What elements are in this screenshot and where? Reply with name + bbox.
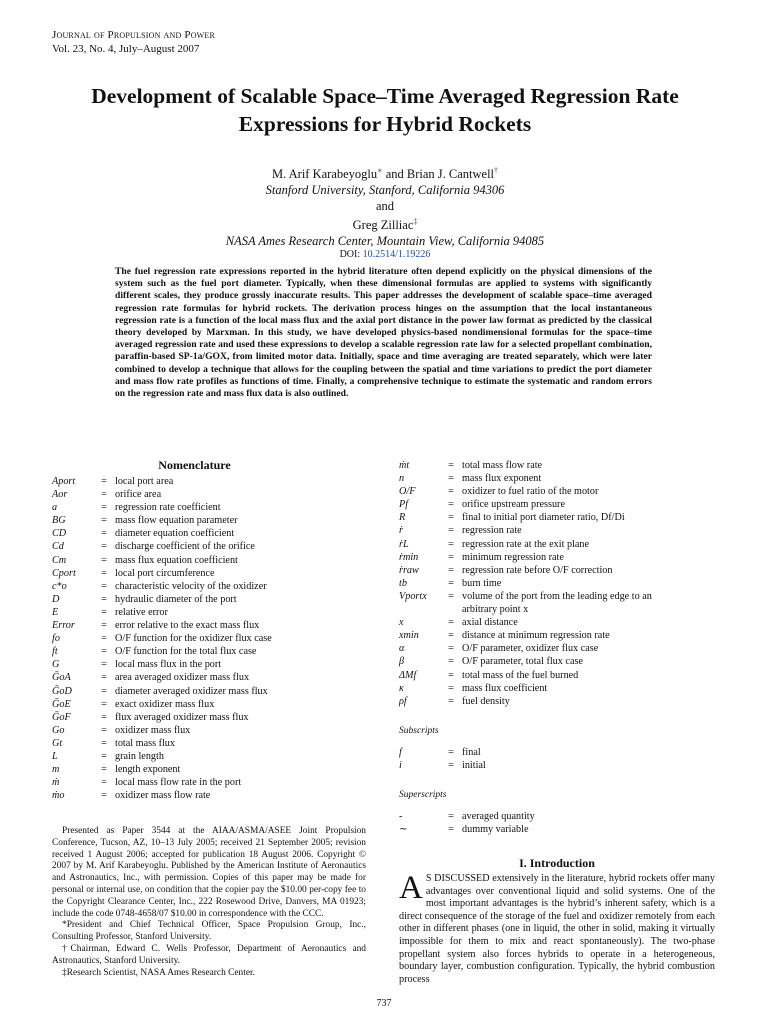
nomenclature-equals: = [101, 698, 107, 710]
nomenclature-definition: length exponent [115, 764, 181, 776]
introduction-text [399, 870, 715, 986]
nomenclature-symbol: m [52, 764, 60, 776]
nomenclature-row [52, 671, 272, 684]
nomenclature-symbol: R [399, 512, 406, 524]
nomenclature-symbol [399, 603, 440, 616]
nomenclature-equals: = [101, 659, 107, 671]
nomenclature-row [52, 632, 272, 645]
journal-volume: Vol. 23, No. 4, July–August 2007 [52, 43, 200, 55]
nomenclature-row [52, 567, 272, 580]
nomenclature-symbol: G [52, 659, 60, 671]
nomenclature-symbol: fo [52, 633, 60, 645]
journal-header [52, 28, 215, 56]
nomenclature-equals: = [101, 764, 107, 776]
nomenclature-row [399, 459, 652, 472]
nomenclature-definition: regression rate before O/F correction [462, 564, 613, 576]
nomenclature-symbol: Cd [52, 541, 64, 553]
nomenclature-equals: = [101, 606, 107, 618]
nomenclature-equals: = [101, 489, 107, 501]
nomenclature-symbol: - [399, 810, 403, 822]
nomenclature-symbol: CD [52, 528, 67, 540]
nomenclature-definition: minimum regression rate [462, 551, 564, 563]
nomenclature-equals: = [101, 476, 107, 487]
nomenclature-definition: mass flux coefficient [462, 682, 548, 694]
nomenclature-row [52, 645, 272, 658]
nomenclature-definition: regression rate [462, 525, 522, 537]
doi-line [40, 249, 730, 260]
author-and: and [382, 167, 407, 182]
nomenclature-definition: discharge coefficient of the orifice [115, 541, 255, 553]
nomenclature-symbol: ḠoA [52, 672, 71, 684]
nomenclature-equals: = [101, 737, 107, 749]
doi-label: DOI: [339, 249, 363, 260]
abstract: The fuel regression rate expressions reported in the hybrid literature often depend explicitly on the physical dimensions of the system such as the fuel port diameter. Typically, when these dimensional formulas are applied to systems with significantly different scales, they produce grossly inaccurate results. This paper addresses the development of scalable space–time averaged regression rate formulas for hybrid rockets. The derivation process hinges on the assumption that the local instantaneous regression rate is a function of the local mass flux and the axial port distance in the power law format as predicted by the classical theory developed by Marxman. In this study, we have developed physics-based nondimensional formulas for the space–time averaged regression rate and used these expressions to develop a scalable regression rate law for a selected propellant combination, paraffin-based SP-1a/GOX, from limited motor data. Initially, space and time averaging are treated separately, which were later combined to develop a technique that allows for the coupling between the spatial and time variations to predict the port diameter and mass flow rate profiles as functions of time. Finally, a comprehensive technique to estimate the systematic and random errors on the regression rate and mass flux data is also outlined. [115, 266, 652, 400]
nomenclature-row [52, 763, 272, 776]
nomenclature-equals: = [448, 473, 454, 485]
nomenclature-definition: orifice area [115, 489, 162, 501]
nomenclature-symbol: ḠoD [52, 685, 72, 697]
doi-link[interactable]: 10.2514/1.19226 [362, 249, 431, 260]
nomenclature-table-right [399, 459, 652, 836]
nomenclature-equals: = [101, 633, 107, 645]
nomenclature-symbol: Aport [52, 476, 76, 487]
nomenclature-equals: = [448, 695, 454, 707]
nomenclature-equals: = [101, 672, 107, 684]
nomenclature-definition: exact oxidizer mass flux [115, 698, 215, 710]
footnote-paragraph: †Chairman, Edward C. Wells Professor, Department of Aeronautics and Astronautics, Stanford University. [52, 943, 366, 966]
nomenclature-equals: = [101, 750, 107, 762]
nomenclature-equals: = [101, 646, 107, 658]
nomenclature-symbol: a [52, 502, 58, 514]
nomenclature-equals: = [448, 682, 454, 694]
nomenclature-definition: fuel density [462, 695, 510, 707]
nomenclature-row [52, 737, 272, 750]
nomenclature-symbol: D [52, 593, 60, 605]
nomenclature-symbol: ΔMf [399, 669, 417, 681]
nomenclature-row [399, 669, 652, 682]
nomenclature-row [52, 606, 272, 619]
nomenclature-symbol: Error [52, 620, 75, 632]
nomenclature-row [399, 564, 652, 577]
nomenclature-definition: arbitrary point x [462, 604, 529, 616]
nomenclature-equals: = [101, 711, 107, 723]
nomenclature-symbol: α [399, 643, 405, 655]
nomenclature-definition: initial [462, 759, 486, 771]
nomenclature-row [52, 750, 272, 763]
nomenclature-definition: relative error [115, 606, 168, 618]
nomenclature-symbol: κ [399, 682, 404, 694]
nomenclature-equals: = [448, 824, 454, 836]
nomenclature-equals: = [448, 525, 454, 537]
nomenclature-definition: mass flux exponent [462, 473, 542, 485]
nomenclature-subheading-row [399, 708, 652, 746]
nomenclature-row [399, 551, 652, 564]
nomenclature-row [399, 823, 652, 836]
page-number: 737 [376, 998, 392, 1009]
author-line-1 [40, 163, 730, 182]
nomenclature-row [52, 527, 272, 540]
nomenclature-row [52, 488, 272, 501]
introduction-body: S DISCUSSED extensively in the literature, hybrid rockets offer many advantages over conventional liquid and solid systems. One of the most important advantages is the hybrid’s inherent safety, which is a direct consequence of the storage of the fuel and oxidizer remotely from each other in different phases (one in liquid, the other in solid, making it virtually impossible for them to mix and react spontaneously). The two-phase propellant system also forces hybrids to operate in a heterogeneous, boundary layer, combustion configuration. Typically, the hybrid combustion process [399, 873, 715, 985]
nomenclature-row [52, 685, 272, 698]
nomenclature-symbol: ft [52, 646, 58, 658]
nomenclature-definition: mass flow equation parameter [115, 515, 238, 527]
nomenclature-definition: hydraulic diameter of the port [115, 593, 237, 605]
nomenclature-symbol: ḠoF [52, 711, 71, 723]
nomenclature-equals: = [448, 810, 454, 822]
nomenclature-definition: local mass flux in the port [115, 659, 222, 671]
nomenclature-equals: = [448, 551, 454, 563]
journal-name: Journal of Propulsion and Power [52, 29, 216, 41]
nomenclature-definition: axial distance [462, 617, 518, 629]
nomenclature-equals: = [101, 724, 107, 736]
nomenclature-symbol: Aor [52, 489, 68, 501]
nomenclature-row [399, 682, 652, 695]
nomenclature-symbol: E [52, 606, 59, 618]
nomenclature-definition: O/F parameter, oxidizer flux case [462, 643, 599, 655]
nomenclature-definition: error relative to the exact mass flux [115, 620, 260, 632]
nomenclature-row [399, 642, 652, 655]
nomenclature-symbol: ṁo [52, 790, 65, 802]
nomenclature-row [399, 485, 652, 498]
nomenclature-row [399, 655, 652, 668]
nomenclature-symbol: x [399, 617, 404, 629]
nomenclature-equals: = [448, 759, 454, 771]
nomenclature-definition: averaged quantity [462, 810, 535, 822]
nomenclature-definition: local mass flow rate in the port [115, 777, 242, 789]
nomenclature-equals: = [448, 512, 454, 524]
nomenclature-definition: total mass flow rate [462, 460, 543, 471]
nomenclature-definition: O/F function for the total flux case [115, 646, 257, 658]
nomenclature-definition: regression rate at the exit plane [462, 538, 590, 550]
nomenclature-symbol: Cm [52, 554, 67, 566]
nomenclature-definition: total mass flux [115, 737, 175, 749]
nomenclature-equals: = [448, 486, 454, 498]
footnote-paragraph: ‡Research Scientist, NASA Ames Research Center. [62, 967, 255, 978]
nomenclature-subheading: Subscripts [399, 725, 439, 736]
nomenclature-definition: diameter averaged oxidizer mass flux [115, 685, 268, 697]
nomenclature-symbol: Gt [52, 737, 63, 749]
nomenclature-row [52, 593, 272, 606]
nomenclature-equals: = [448, 577, 454, 589]
nomenclature-symbol: f [399, 746, 402, 758]
footnote-mark[interactable]: ∗ [377, 166, 383, 175]
nomenclature-row [52, 711, 272, 724]
footnote-paragraph: *President and Chief Technical Officer, Space Propulsion Group, Inc., Consulting Professor, Stanford University. [52, 920, 366, 943]
nomenclature-equals: = [448, 590, 454, 602]
nomenclature-definition: oxidizer mass flow rate [115, 790, 211, 802]
nomenclature-equals [440, 603, 462, 616]
nomenclature-row [52, 540, 272, 553]
nomenclature-equals: = [101, 541, 107, 553]
nomenclature-row [399, 746, 652, 759]
nomenclature-symbol: ṙraw [399, 564, 419, 576]
nomenclature-equals: = [101, 528, 107, 540]
nomenclature-equals: = [101, 777, 107, 789]
nomenclature-definition: burn time [462, 577, 502, 589]
footnote-mark[interactable]: ‡ [413, 217, 418, 227]
nomenclature-equals: = [101, 515, 107, 527]
nomenclature-symbol: c*o [52, 580, 67, 592]
nomenclature-equals: = [448, 617, 454, 629]
nomenclature-row [52, 580, 272, 593]
nomenclature-row [399, 472, 652, 485]
author-name: Greg Zilliac [352, 218, 414, 233]
nomenclature-equals: = [448, 746, 454, 758]
author-and-line: and [375, 199, 395, 214]
nomenclature-row [52, 554, 272, 567]
nomenclature-equals: = [101, 790, 107, 802]
nomenclature-definition: dummy variable [462, 824, 529, 836]
nomenclature-definition: O/F parameter, total flux case [462, 656, 583, 668]
nomenclature-definition: diameter equation coefficient [115, 528, 235, 540]
footnotes [52, 826, 366, 979]
paper-title: Development of Scalable Space–Time Averaged Regression Rate Expressions for Hybrid Rockets [91, 84, 679, 136]
nomenclature-symbol: n [399, 473, 405, 485]
nomenclature-row [399, 577, 652, 590]
nomenclature-subheading-row [399, 772, 652, 810]
nomenclature-symbol: BG [52, 515, 66, 527]
nomenclature-row [52, 501, 272, 514]
nomenclature-row [52, 776, 272, 789]
nomenclature-definition: total mass of the fuel burned [462, 669, 579, 681]
nomenclature-heading: Nomenclature [158, 458, 231, 472]
nomenclature-row [399, 616, 652, 629]
nomenclature-equals: = [448, 538, 454, 550]
nomenclature-symbol: ṙmin [399, 551, 419, 563]
nomenclature-row [52, 619, 272, 632]
footnote-paragraph: Presented as Paper 3544 at the AIAA/ASMA/ASEE Joint Propulsion Conference, Tucson, AZ, 10–13 July 2005; received 21 September 2005; revision received 1 August 2006; accepted for publication 18 August 2006. Copyright © 2007 by M. Arif Karabeyoglu. Published by the American Institute of Aeronautics and Astronautics, Inc., with permission. Copies of this paper may be made for personal or internal use, on condition that the copier pay the $10.00 per-copy fee to the Copyright Clearance Center, Inc., 222 Rosewood Drive, Danvers, MA 01923; include the code 0748-4658/07 $10.00 in correspondence with the CCC. [52, 826, 366, 919]
nomenclature-equals: = [448, 656, 454, 668]
nomenclature-symbol: Pf [399, 499, 409, 511]
nomenclature-symbol: Vportx [399, 590, 427, 602]
nomenclature-equals: = [448, 499, 454, 511]
nomenclature-row [399, 498, 652, 511]
nomenclature-symbol: Cport [52, 567, 76, 579]
nomenclature-row [399, 759, 652, 772]
nomenclature-definition: orifice upstream pressure [462, 499, 565, 511]
nomenclature-row [52, 658, 272, 671]
nomenclature-definition: local port circumference [115, 567, 215, 579]
nomenclature-definition: mass flux equation coefficient [115, 554, 238, 566]
nomenclature-row [399, 695, 652, 708]
footnote-mark[interactable]: † [494, 166, 499, 175]
nomenclature-equals: = [448, 564, 454, 576]
nomenclature-equals: = [101, 580, 107, 592]
author-name: Brian J. Cantwell [406, 167, 495, 182]
nomenclature-symbol: O/F [399, 486, 416, 498]
nomenclature-row [399, 538, 652, 551]
nomenclature-definition: grain length [115, 750, 164, 762]
nomenclature-equals: = [101, 620, 107, 632]
nomenclature-symbol: ∼ [399, 824, 408, 836]
nomenclature-equals: = [101, 567, 107, 579]
nomenclature-row [399, 603, 652, 616]
nomenclature-definition: oxidizer mass flux [115, 724, 191, 736]
nomenclature-symbol: L [52, 750, 58, 762]
nomenclature-definition: final [462, 746, 481, 758]
nomenclature-subheading: Superscripts [399, 789, 447, 800]
nomenclature-row [52, 514, 272, 527]
author-affiliation: NASA Ames Research Center, Mountain View, California 94085 [225, 234, 545, 249]
nomenclature-equals: = [448, 630, 454, 642]
nomenclature-row [399, 511, 652, 524]
nomenclature-definition: regression rate coefficient [115, 502, 221, 514]
nomenclature-definition: area averaged oxidizer mass flux [115, 672, 250, 684]
nomenclature-symbol: i [399, 759, 402, 771]
nomenclature-equals: = [101, 554, 107, 566]
nomenclature-row [52, 789, 272, 802]
nomenclature-row [399, 590, 652, 603]
nomenclature-symbol: ṁ [52, 777, 60, 789]
nomenclature-row [399, 810, 652, 823]
nomenclature-definition: O/F function for the oxidizer flux case [115, 633, 272, 645]
nomenclature-symbol: Go [52, 724, 65, 736]
nomenclature-equals: = [101, 502, 107, 514]
nomenclature-definition: oxidizer to fuel ratio of the motor [462, 486, 599, 498]
author-line-2 [40, 214, 730, 233]
nomenclature-symbol: ṙ [399, 525, 403, 537]
nomenclature-equals: = [448, 643, 454, 655]
nomenclature-symbol: ṁt [399, 460, 410, 471]
nomenclature-row [52, 724, 272, 737]
introduction-heading: I. Introduction [519, 856, 595, 870]
nomenclature-symbol: ṙL [399, 538, 409, 550]
nomenclature-row [52, 698, 272, 711]
author-block [40, 163, 730, 249]
nomenclature-equals: = [101, 593, 107, 605]
nomenclature-table-left [52, 475, 272, 802]
nomenclature-symbol: ρf [399, 695, 407, 707]
nomenclature-row [399, 524, 652, 537]
nomenclature-symbol: tb [399, 577, 407, 589]
nomenclature-equals: = [448, 669, 454, 681]
nomenclature-equals: = [101, 685, 107, 697]
author-name: M. Arif Karabeyoglu [271, 167, 378, 182]
drop-cap: A [399, 870, 423, 906]
nomenclature-symbol: ḠoE [52, 698, 71, 710]
nomenclature-equals: = [448, 460, 454, 471]
nomenclature-definition: local port area [115, 476, 174, 487]
nomenclature-symbol: β [399, 656, 405, 668]
nomenclature-definition: flux averaged oxidizer mass flux [115, 711, 249, 723]
nomenclature-definition: distance at minimum regression rate [462, 630, 610, 642]
nomenclature-symbol: xmin [399, 630, 419, 642]
nomenclature-row [52, 475, 272, 488]
nomenclature-row [399, 629, 652, 642]
nomenclature-definition: volume of the port from the leading edge to an [462, 590, 652, 602]
nomenclature-definition: characteristic velocity of the oxidizer [115, 580, 267, 592]
nomenclature-definition: final to initial port diameter ratio, Df/Di [462, 512, 625, 524]
author-affiliation: Stanford University, Stanford, California 94306 [265, 183, 505, 198]
